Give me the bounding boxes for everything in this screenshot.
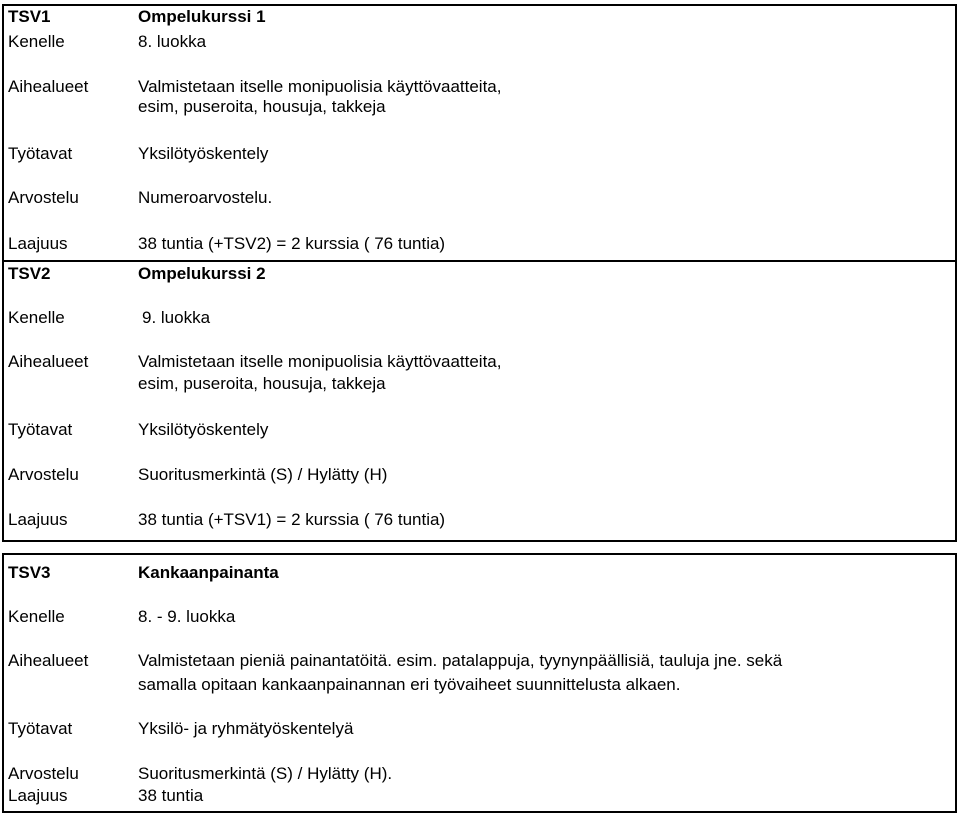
tyotavat-label: Työtavat — [8, 420, 73, 439]
tyotavat-label: Työtavat — [8, 719, 73, 738]
course-title: Ompelukurssi 2 — [138, 264, 266, 283]
aihealueet-label: Aihealueet — [8, 651, 89, 670]
aihealueet-label: Aihealueet — [8, 77, 89, 96]
arvostelu-value: Suoritusmerkintä (S) / Hylätty (H) — [138, 465, 388, 484]
tyotavat-label: Työtavat — [8, 144, 73, 163]
course-title: Kankaanpainanta — [138, 563, 279, 582]
kenelle-value: 9. luokka — [142, 308, 211, 327]
arvostelu-label: Arvostelu — [8, 465, 79, 484]
aihealueet-line: esim, puseroita, housuja, takkeja — [138, 374, 386, 393]
kenelle-label: Kenelle — [8, 32, 65, 51]
tyotavat-value: Yksilötyöskentely — [138, 420, 269, 439]
course-code: TSV1 — [8, 7, 51, 26]
laajuus-value: 38 tuntia (+TSV1) = 2 kurssia ( 76 tuntia) — [138, 510, 446, 529]
kenelle-value: 8. - 9. luokka — [138, 607, 236, 626]
course-title: Ompelukurssi 1 — [138, 7, 266, 26]
kenelle-label: Kenelle — [8, 607, 65, 626]
tyotavat-value: Yksilötyöskentely — [138, 144, 269, 163]
laajuus-value: 38 tuntia (+TSV2) = 2 kurssia ( 76 tuntia) — [138, 234, 446, 253]
laajuus-label: Laajuus — [8, 786, 68, 805]
arvostelu-value: Suoritusmerkintä (S) / Hylätty (H). — [138, 764, 393, 783]
course-code: TSV2 — [8, 264, 51, 283]
course-code: TSV3 — [8, 563, 51, 582]
kenelle-value: 8. luokka — [138, 32, 207, 51]
aihealueet-line: Valmistetaan itselle monipuolisia käyttövaatteita, — [138, 352, 502, 371]
laajuus-value: 38 tuntia — [138, 786, 204, 805]
aihealueet-line: Valmistetaan pieniä painantatöitä. esim. patalappuja, tyynynpäällisiä, tauluja jne. sekä — [138, 651, 783, 670]
aihealueet-line: esim, puseroita, housuja, takkeja — [138, 97, 386, 116]
tyotavat-value: Yksilö- ja ryhmätyöskentelyä — [138, 719, 354, 738]
arvostelu-value: Numeroarvostelu. — [138, 188, 273, 207]
aihealueet-line: samalla opitaan kankaanpainannan eri työvaiheet suunnittelusta alkaen. — [138, 675, 681, 694]
laajuus-label: Laajuus — [8, 234, 68, 253]
aihealueet-label: Aihealueet — [8, 352, 89, 371]
aihealueet-line: Valmistetaan itselle monipuolisia käyttövaatteita, — [138, 77, 502, 96]
arvostelu-label: Arvostelu — [8, 764, 79, 783]
course-box-tsv2 — [2, 260, 957, 542]
kenelle-label: Kenelle — [8, 308, 65, 327]
arvostelu-label: Arvostelu — [8, 188, 79, 207]
laajuus-label: Laajuus — [8, 510, 68, 529]
